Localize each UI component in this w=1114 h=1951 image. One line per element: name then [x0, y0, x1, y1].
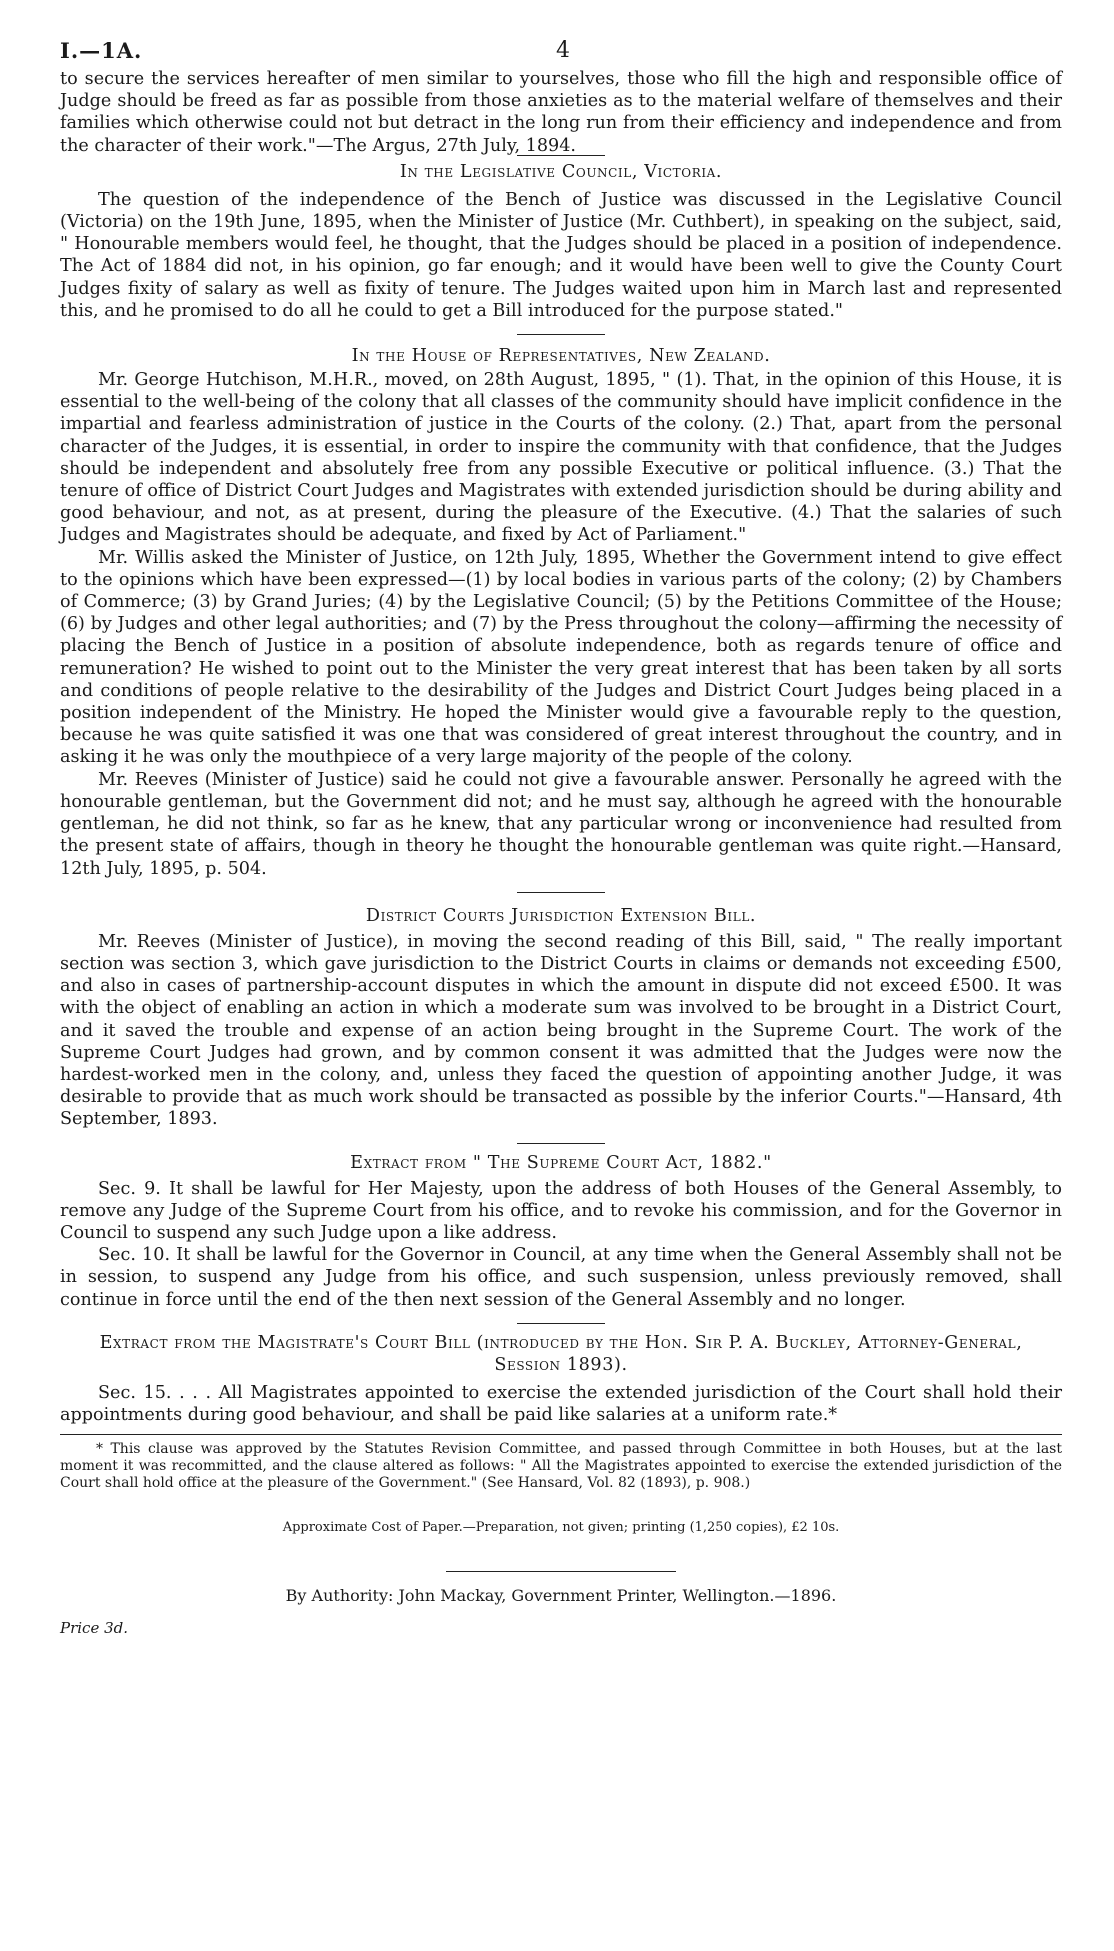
- supreme-court-sec9: Sec. 9. It shall be lawful for Her Majesty, upon the address of both Houses of the General Assembly, to remove any Judge of the Supreme Court from his office, and to revoke his commission, and for the Governor in Council to suspend any such Judge upon a like address.: [60, 1178, 1062, 1243]
- price-note: Price 3d.: [60, 1619, 129, 1638]
- footnote-divider: [60, 1434, 1062, 1435]
- argus-quote-paragraph: to secure the services hereafter of men similar to yourselves, those who fill the high and responsible office of Judge should be freed as far as possible from those anxieties as to the material welfare of themselves and their families which otherwise could not but detract in the long run from their efficiency and independence and from the character of their work."—The Argus, 27th July, 1894.: [60, 69, 1062, 156]
- document-page: [60, 28, 1062, 1637]
- victoria-paragraph: The question of the independence of the Bench of Justice was discussed in the Legislative Council (Victoria) on the 19th June, 1895, when the Minister of Justice (Mr. Cuthbert), in speaking on the subject, said, " Honourable members would feel, he thought, that the Judges should be placed in a position of independence. The Act of 1884 did not, in his opinion, go far enough; and it would have been well to give the County Court Judges fixity of salary as well as fixity of tenure. The Judges waited upon him in March last and represented this, and he promised to do all he could to get a Bill introduced for the purpose stated.": [60, 189, 1062, 321]
- supreme-court-sec10: Sec. 10. It shall be lawful for the Governor in Council, at any time when the General Assembly shall not be in session, to suspend any Judge from his office, and such suspension, unless previously removed, shall continue in force until the end of the then next session of the General Assembly and no longer.: [60, 1245, 1062, 1310]
- footnote: * This clause was approved by the Statutes Revision Committee, and passed through Committee in both Houses, but at the last moment it was recommitted, and the clause altered as follows: " All the Magistrates appointed to exercise the extended jurisdiction of the Court shall hold office at the pleasure of the Government." (See Hansard, Vol. 82 (1893), p. 908.): [60, 1441, 1062, 1492]
- page-number: 4: [556, 38, 570, 63]
- authority-divider: [446, 1571, 676, 1572]
- nz-paragraph-willis: Mr. Willis asked the Minister of Justice, on 12th July, 1895, Whether the Government intend to give effect to the opinions which have been expressed—(1) by local bodies in various parts of the colony; (2) by Chambers of Commerce; (3) by Grand Juries; (4) by the Legislative Council; (5) by the Petitions Committee of the House; (6) by Judges and other legal authorities; and (7) by the Press throughout the colony—affirming the necessity of placing the Bench of Justice in a position of absolute independence, both as regards tenure of office and remuneration? He wished to point out to the Minister the very great interest that has been taken by all sorts and conditions of people relative to the desirability of the Judges and District Court Judges being placed in a position independent of the Ministry. He hoped the Minister would give a favourable reply to the question, because he was quite satisfied it was one that was considered of great interest throughout the country, and in asking it he was only the mouthpiece of a very large majority of the people of the colony.: [60, 547, 1062, 768]
- section-divider: [517, 892, 605, 893]
- printer-authority: By Authority: John Mackay, Government Printer, Wellington.—1896.: [285, 1586, 837, 1606]
- supreme-court-act-heading: Extract from " The Supreme Court Act, 1882.": [350, 1152, 772, 1173]
- cost-of-paper: Approximate Cost of Paper.—Preparation, not given; printing (1,250 copies), £2 10s.: [282, 1520, 840, 1536]
- nz-heading: In the House of Representatives, New Zealand.: [351, 346, 771, 367]
- paper-reference: I.—1A.: [60, 38, 143, 63]
- magistrates-bill-sec15: Sec. 15. . . . All Magistrates appointed to exercise the extended jurisdiction of the Court shall hold their appointments during good behaviour, and shall be paid like salaries at a uniform rate.*: [60, 1382, 1062, 1425]
- victoria-heading: In the Legislative Council, Victoria.: [399, 161, 723, 182]
- district-courts-heading: District Courts Jurisdiction Extension Bill.: [365, 905, 757, 926]
- section-divider: [517, 334, 605, 335]
- page-header: [60, 28, 1062, 68]
- nz-paragraph-hutchison: Mr. George Hutchison, M.H.R., moved, on 28th August, 1895, " (1). That, in the opinion of this House, it is essential to the well-being of the colony that all classes of the community should have implicit confidence in the impartial and fearless administration of justice in the Courts of the colony. (2.) That, apart from the personal character of the Judges, it is essential, in order to inspire the community with that confidence, that the Judges should be independent and absolutely free from any possible Executive or political influence. (3.) That the tenure of office of District Court Judges and Magistrates with extended jurisdiction should be during ability and good behaviour, and not, as at present, during the pleasure of the Executive. (4.) That the salaries of such Judges and Magistrates should be adequate, and fixed by Act of Parliament.": [60, 370, 1062, 546]
- section-divider: [517, 1143, 605, 1144]
- district-courts-paragraph: Mr. Reeves (Minister of Justice), in moving the second reading of this Bill, said, " The really important section was section 3, which gave jurisdiction to the District Courts in claims or demands not exceeding £500, and also in cases of partnership-account disputes in which the amount in dispute did not exceed £500. It was with the object of enabling an action in which a moderate sum was involved to be brought in a District Court, and it saved the trouble and expense of an action being brought in the Supreme Court. The work of the Supreme Court Judges had grown, and by common consent it was admitted that the Judges were now the hardest-worked men in the colony, and, unless they faced the question of appointing another Judge, it was desirable to provide that as much work should be transacted as possible by the inferior Courts."—Hansard, 4th September, 1893.: [60, 931, 1062, 1130]
- magistrates-bill-heading: Extract from the Magistrate's Court Bill (introduced by the Hon. Sir P. A. Buckley, Attorney-General, Session 1893).: [99, 1332, 1023, 1375]
- nz-paragraph-reeves: Mr. Reeves (Minister of Justice) said he could not give a favourable answer. Personally he agreed with the honourable gentleman, but the Government did not; and he must say, although he agreed with the honourable gentleman, he did not think, so far as he knew, that any particular wrong or inconvenience had resulted from the present state of affairs, though in theory he thought the honourable gentleman was quite right.—Hansard, 12th July, 1895, p. 504.: [60, 769, 1062, 879]
- section-divider: [517, 1323, 605, 1324]
